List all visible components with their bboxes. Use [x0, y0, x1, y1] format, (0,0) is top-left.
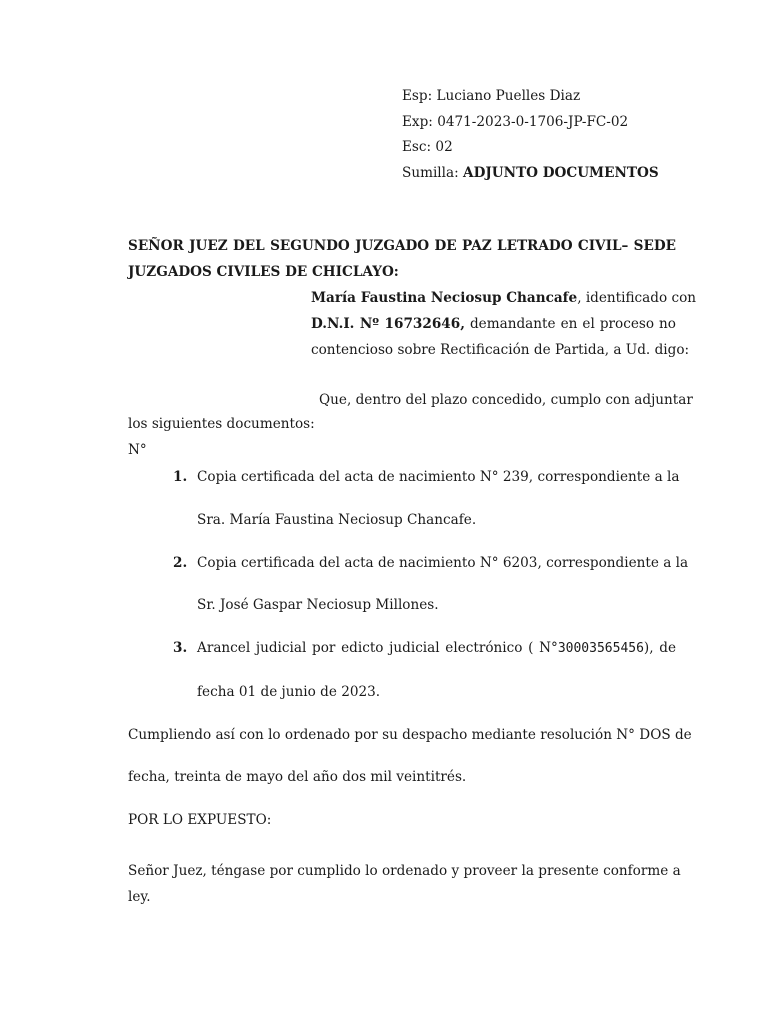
specialist-name: Luciano Puelles Diaz: [436, 88, 581, 104]
document-header: [402, 84, 659, 186]
specialist-line: [402, 84, 659, 110]
list-item-2-line-1: Copia certificada del acta de nacimiento N° 6203, correspondiente a la: [197, 555, 689, 571]
petitioner-line-1: [311, 290, 697, 306]
por-lo-expuesto: POR LO EXPUESTO:: [128, 812, 272, 828]
petitioner-line-2-rest: demandante en el proceso no: [464, 316, 676, 332]
specialist-label: Esp:: [402, 88, 433, 104]
list-item-2-line-2: Sr. José Gaspar Neciosup Millones.: [197, 597, 439, 613]
list-item-number-1: 1.: [173, 469, 188, 485]
list-item-1-line-1: Copia certificada del acta de nacimiento N° 239, correspondiente a la: [197, 469, 680, 485]
petitioner-line-3: contencioso sobre Rectificación de Partida, a Ud. digo:: [311, 342, 690, 358]
intro-line-1: Que, dentro del plazo concedido, cumplo con adjuntar: [319, 392, 693, 408]
list-item-3-line-2: fecha 01 de junio de 2023.: [197, 684, 381, 700]
list-item-1-line-2: Sra. María Faustina Neciosup Chancafe.: [197, 512, 477, 528]
petitioner-line-2: [311, 316, 676, 332]
escrito-label: Esc:: [402, 139, 432, 155]
expediente-line: [402, 110, 659, 136]
intro-line-2: los siguientes documentos:: [128, 416, 315, 432]
petitioner-name: María Faustina Neciosup Chancafe: [311, 290, 578, 306]
escrito-line: [402, 135, 659, 161]
sumilla-line: [402, 161, 659, 187]
list-item-3-code: 30003565456: [557, 641, 644, 656]
list-item-3-line-1: [197, 640, 676, 656]
addressee-line-2: JUZGADOS CIVILES DE CHICLAYO:: [128, 264, 399, 280]
expediente-number: 0471-2023-0-1706-JP-FC-02: [437, 113, 629, 130]
petitioner-line-1-rest: , identificado con: [577, 290, 697, 306]
escrito-number: 02: [435, 139, 453, 155]
compliance-line-1: Cumpliendo así con lo ordenado por su despacho mediante resolución N° DOS de: [128, 727, 692, 743]
intro-line-3: N°: [128, 442, 147, 458]
sumilla-label: Sumilla:: [402, 164, 459, 181]
list-item-3-text-a: Arancel judicial por edicto judicial electrónico ( N°: [197, 640, 558, 656]
list-item-number-3: 3.: [173, 640, 188, 656]
petitioner-dni: D.N.I. Nº 16732646,: [311, 316, 465, 332]
addressee-line-1: SEÑOR JUEZ DEL SEGUNDO JUZGADO DE PAZ LETRADO CIVIL– SEDE: [128, 238, 676, 254]
list-item-3-text-b: ), de: [643, 640, 676, 656]
compliance-line-2: fecha, treinta de mayo del año dos mil veintitrés.: [128, 769, 467, 785]
request-line-1: Señor Juez, téngase por cumplido lo ordenado y proveer la presente conforme a: [128, 863, 681, 879]
request-line-2: ley.: [128, 889, 151, 905]
sumilla-text: ADJUNTO DOCUMENTOS: [463, 164, 659, 181]
expediente-label: Exp:: [402, 113, 433, 130]
list-item-number-2: 2.: [173, 555, 188, 571]
